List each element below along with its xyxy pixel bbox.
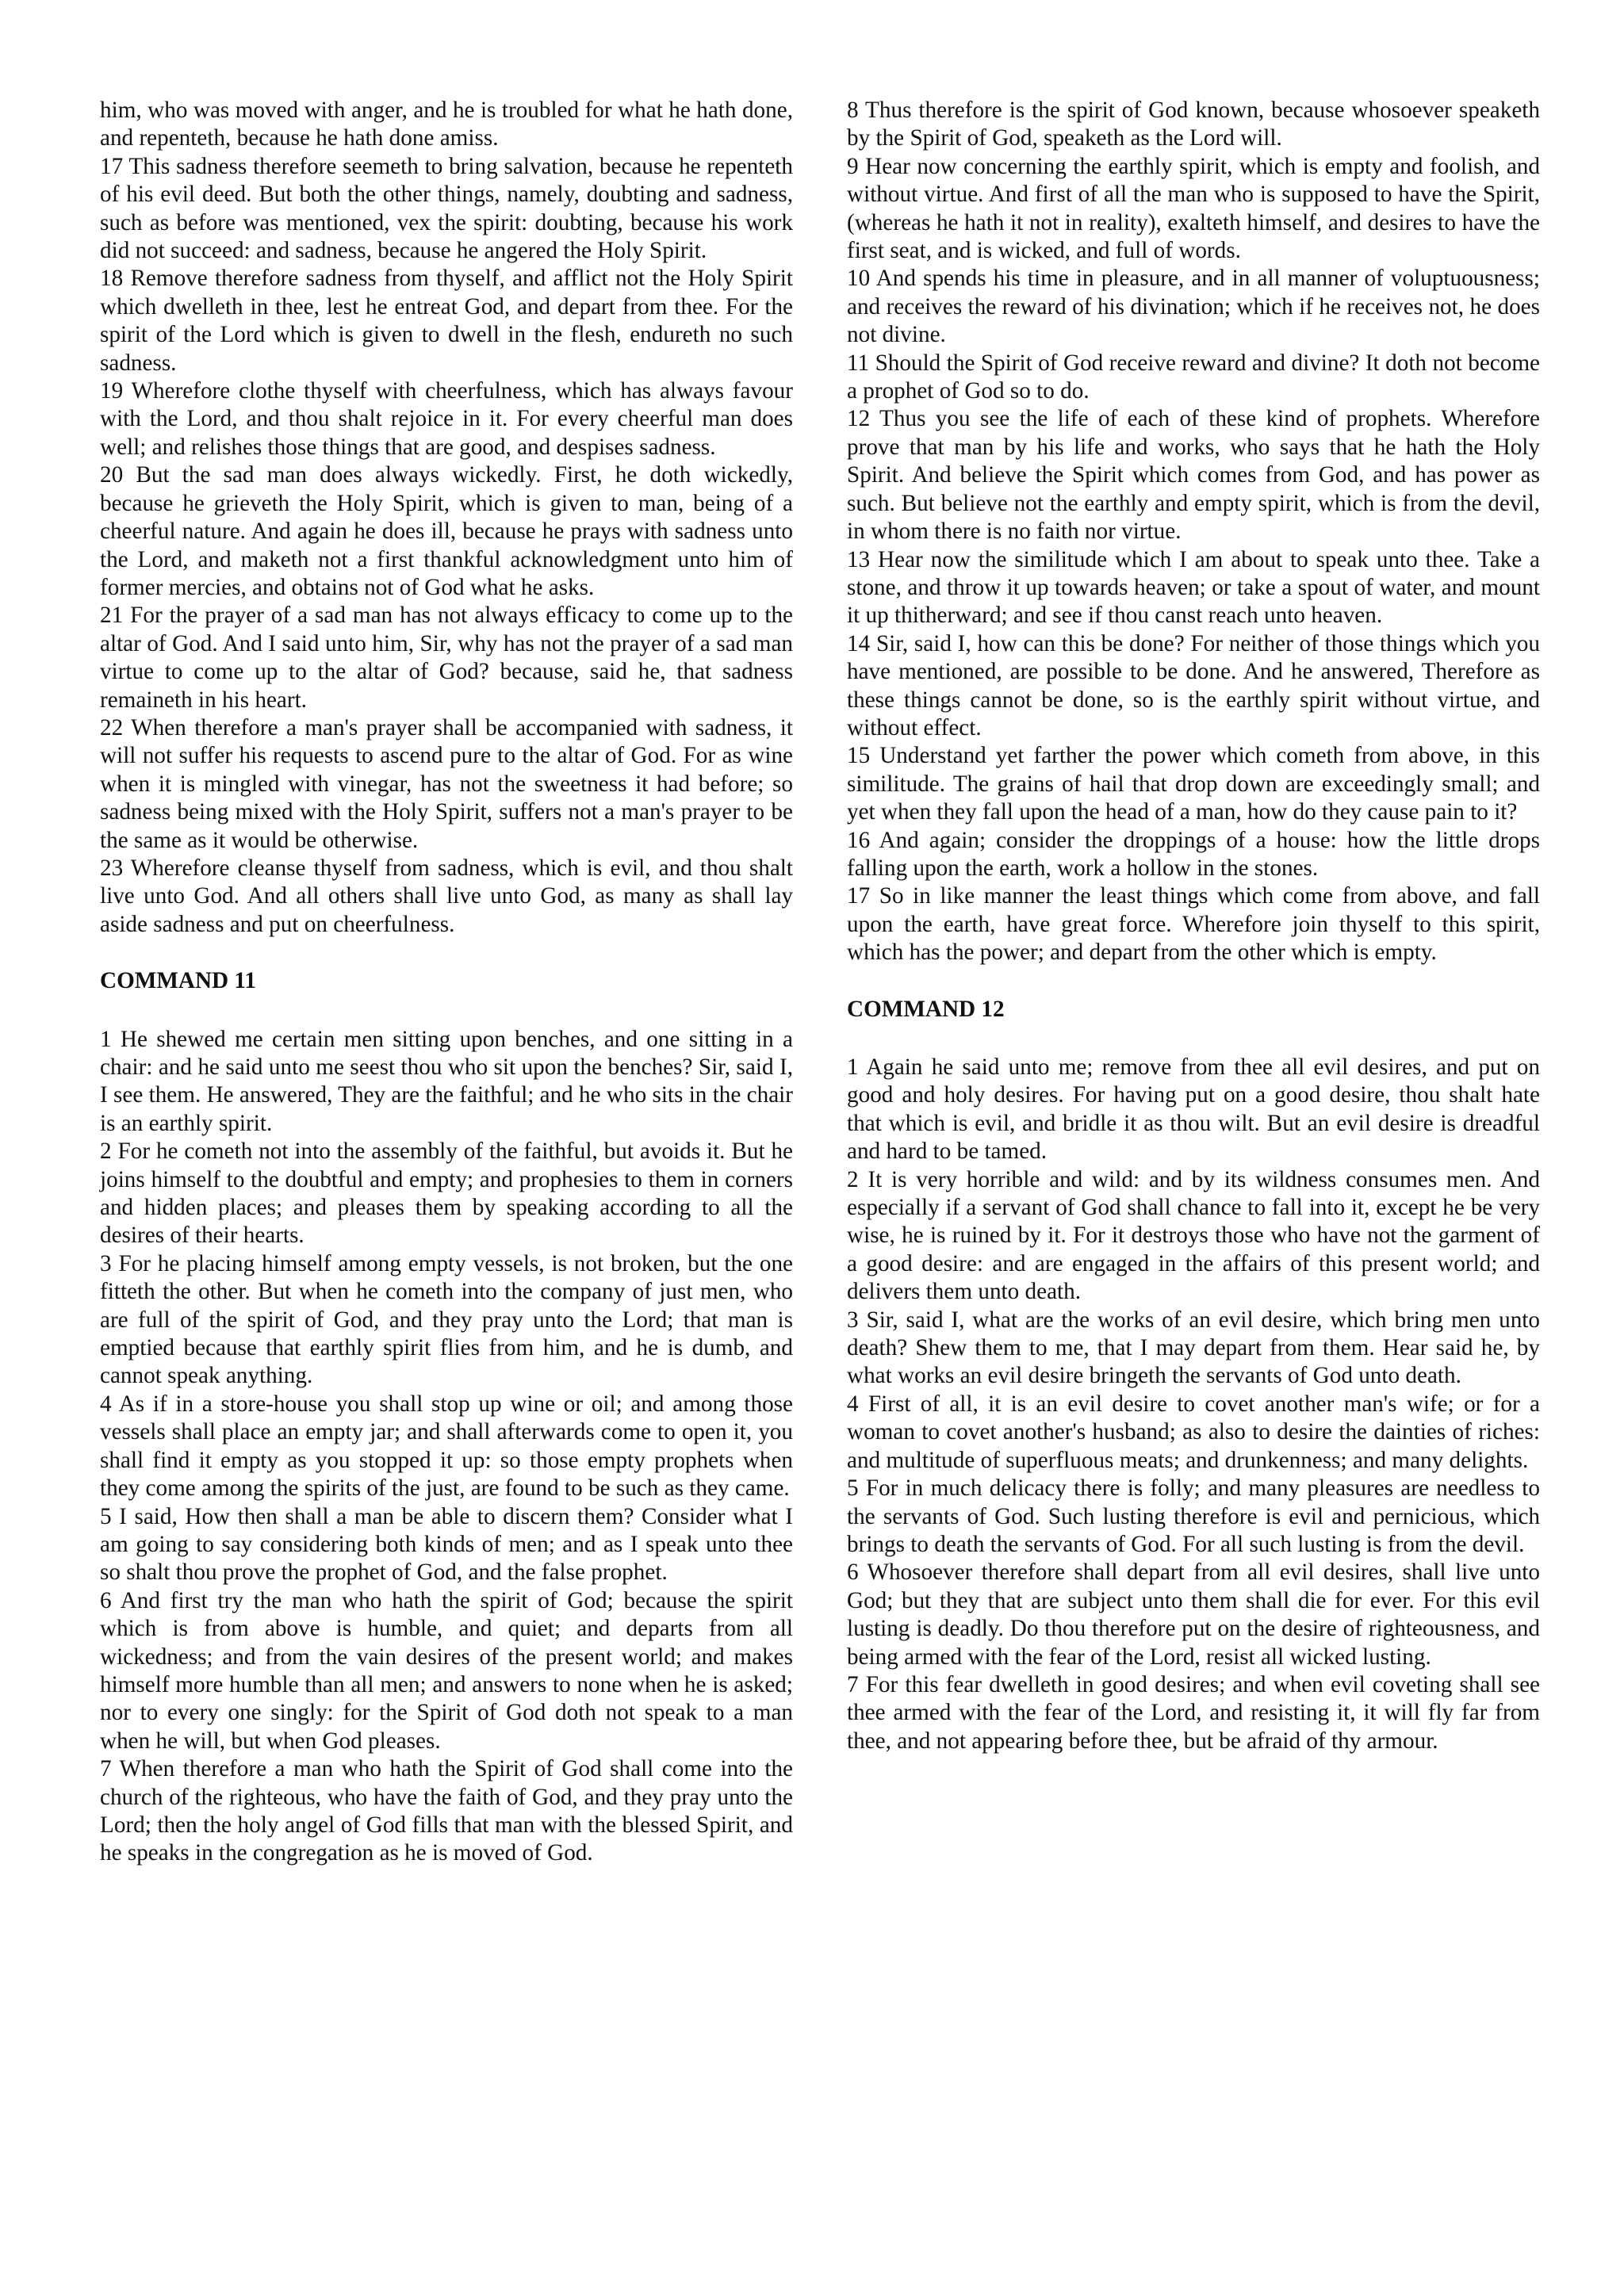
paragraph: 4 First of all, it is an evil desire to covet another man's wife; or for a woman to covet another's husband; as also to desire the dainties of riches: and multitude of superfluous meats; and drunkenness; and many delights. — [847, 1391, 1540, 1473]
paragraph: 1 He shewed me certain men sitting upon benches, and one sitting in a chair: and he said unto me seest thou who sit upon the benches? Sir, said I, I see them. He answered, They are the faithful; and he who sits in the chair is an earthly spirit. — [100, 1026, 793, 1136]
paragraph: him, who was moved with anger, and he is troubled for what he hath done, and repenteth, because he hath done amiss. — [100, 98, 793, 151]
paragraph: 16 And again; consider the droppings of a house: how the little drops falling upon the earth, work a hollow in the stones. — [847, 827, 1540, 881]
paragraph: 17 So in like manner the least things which come from above, and fall upon the earth, have great force. Wherefore join thyself to this spirit, which has the power; and depart from the other which is empty. — [847, 883, 1540, 966]
paragraph: 7 For this fear dwelleth in good desires; and when evil coveting shall see thee armed with the fear of the Lord, and resisting it, it will fly far from thee, and not appearing before thee, but be afraid of thy armour. — [847, 1671, 1540, 1754]
paragraph: 15 Understand yet farther the power which cometh from above, in this similitude. The grains of hail that drop down are exceedingly small; and yet when they fall upon the head of a man, how do they cause pain to it? — [847, 743, 1540, 825]
paragraph: 22 When therefore a man's prayer shall be accompanied with sadness, it will not suffer his requests to ascend pure to the altar of God. For as wine when it is mingled with vinegar, has not the sweetness it had before; so sadness being mixed with the Holy Spirit, suffers not a man's prayer to be the same as it would be otherwise. — [100, 714, 793, 853]
paragraph: 20 But the sad man does always wickedly. First, he doth wickedly, because he grieveth the Holy Spirit, which is given to man, being of a cheerful nature. And again he does ill, because he prays with sadness unto the Lord, and maketh not a first thankful acknowledgment unto him of former mercies, and obtains not of God what he asks. — [100, 462, 793, 600]
paragraph: 18 Remove therefore sadness from thyself, and afflict not the Holy Spirit which dwelleth in thee, lest he entreat God, and depart from thee. For the spirit of the Lord which is given to dwell in the flesh, endureth no such sadness. — [100, 266, 793, 376]
paragraph: 21 For the prayer of a sad man has not always efficacy to come up to the altar of God. And I said unto him, Sir, why has not the prayer of a sad man virtue to come up to the altar of God? because, said he, that sadness remaineth in his heart. — [100, 603, 793, 713]
paragraph: 10 And spends his time in pleasure, and in all manner of voluptuousness; and receives the reward of his divination; which if he receives not, he does not divine. — [847, 266, 1540, 348]
paragraph: 2 It is very horrible and wild: and by its wildness consumes men. And especially if a servant of God shall chance to fall into it, except he be very wise, he is ruined by it. For it destroys those who have not the garment of a good desire: and are engaged in the affairs of this present world; and delivers them unto death. — [847, 1166, 1540, 1305]
paragraph: 12 Thus you see the life of each of these kind of prophets. Wherefore prove that man by his life and works, who says that he hath the Holy Spirit. And believe the Spirit which comes from God, and has power as such. But believe not the earthly and empty spirit, which is from the devil, in whom there is no faith nor virtue. — [847, 406, 1540, 545]
paragraph: 9 Hear now concerning the earthly spirit, which is empty and foolish, and without virtue. And first of all the man who is supposed to have the Spirit, (whereas he hath it not in reality), exalteth himself, and desires to have the first seat, and is wicked, and full of words. — [847, 153, 1540, 264]
paragraph: 17 This sadness therefore seemeth to bring salvation, because he repenteth of his evil deed. But both the other things, namely, doubting and sadness, such as before was mentioned, vex the spirit: doubting, because his work did not succeed: and sadness, because he angered the Holy Spirit. — [100, 153, 793, 264]
section-heading: COMMAND 11 — [100, 968, 256, 994]
paragraph: 6 Whosoever therefore shall depart from all evil desires, shall live unto God; but they that are subject unto them shall die for ever. For this evil lusting is deadly. Do thou therefore put on the desire of righteousness, and being armed with the fear of the Lord, resist all wicked lusting. — [847, 1559, 1540, 1670]
paragraph: 11 Should the Spirit of God receive reward and divine? It doth not become a prophet of God so to do. — [847, 350, 1540, 404]
paragraph: 4 As if in a store-house you shall stop up wine or oil; and among those vessels shall place an empty jar; and shall afterwards come to open it, you shall find it empty as you stopped it up: so those empty prophets when they come among the spirits of the just, are found to be such as they came. — [100, 1391, 793, 1502]
paragraph: 3 For he placing himself among empty vessels, is not broken, but the one fitteth the other. But when he cometh into the company of just men, who are full of the spirit of God, and they pray unto the Lord; that man is emptied because that earthly spirit flies from him, and he is dumb, and cannot speak anything. — [100, 1250, 793, 1389]
paragraph: 3 Sir, said I, what are the works of an evil desire, which bring men unto death? Shew them to me, that I may depart from them. Hear said he, by what works an evil desire bringeth the servants of God unto death. — [847, 1307, 1540, 1389]
right-column — [847, 97, 1540, 1755]
paragraph: 8 Thus therefore is the spirit of God known, because whosoever speaketh by the Spirit of God, speaketh as the Lord will. — [847, 98, 1540, 151]
paragraph: 19 Wherefore clothe thyself with cheerfulness, which has always favour with the Lord, and thou shalt rejoice in it. For every cheerful man does well; and relishes those things that are good, and despises sadness. — [100, 378, 793, 460]
paragraph: 23 Wherefore cleanse thyself from sadness, which is evil, and thou shalt live unto God. And all others shall live unto God, as many as shall lay aside sadness and put on cheerfulness. — [100, 855, 793, 937]
paragraph: 5 I said, How then shall a man be able to discern them? Consider what I am going to say considering both kinds of men; and as I speak unto thee so shalt thou prove the prophet of God, and the false prophet. — [100, 1503, 793, 1586]
paragraph: 14 Sir, said I, how can this be done? For neither of those things which you have mentioned, are possible to be done. And he answered, Therefore as these things cannot be done, so is the earthly spirit without virtue, and without effect. — [847, 630, 1540, 740]
section-heading: COMMAND 12 — [847, 996, 1005, 1022]
paragraph: 1 Again he said unto me; remove from thee all evil desires, and put on good and holy desires. For having put on a good desire, thou shalt hate that which is evil, and bridle it as thou wilt. But an evil desire is dreadful and hard to be tamed. — [847, 1054, 1540, 1165]
left-column — [100, 97, 793, 1868]
paragraph: 13 Hear now the similitude which I am about to speak unto thee. Take a stone, and throw it up towards heaven; or take a spout of water, and mount it up thitherward; and see if thou canst reach unto heaven. — [847, 546, 1540, 629]
paragraph: 5 For in much delicacy there is folly; and many pleasures are needless to the servants of God. Such lusting therefore is evil and pernicious, which brings to death the servants of God. For all such lusting is from the devil. — [847, 1475, 1540, 1557]
paragraph: 6 And first try the man who hath the spirit of God; because the spirit which is from above is humble, and quiet; and departs from all wickedness; and from the vain desires of the present world; and makes himself more humble than all men; and answers to none when he is asked; nor to every one singly: for the Spirit of God doth not speak to a man when he will, but when God pleases. — [100, 1587, 793, 1754]
paragraph: 2 For he cometh not into the assembly of the faithful, but avoids it. But he joins himself to the doubtful and empty; and prophesies to them in corners and hidden places; and pleases them by speaking according to all the desires of their hearts. — [100, 1138, 793, 1249]
paragraph: 7 When therefore a man who hath the Spirit of God shall come into the church of the righteous, who have the faith of God, and they pray unto the Lord; then the holy angel of God fills that man with the blessed Spirit, and he speaks in the congregation as he is moved of God. — [100, 1756, 793, 1866]
